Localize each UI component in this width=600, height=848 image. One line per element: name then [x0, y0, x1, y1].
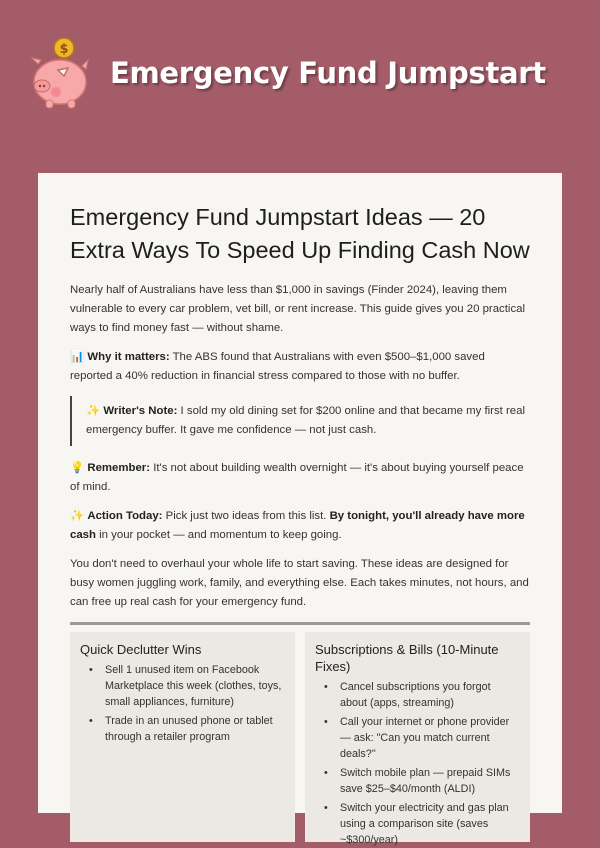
- piggy-bank-logo-icon: [28, 36, 90, 110]
- site-header: [28, 36, 546, 110]
- site-title: Emergency Fund Jumpstart: [110, 56, 546, 90]
- remember-tip: 💡 Remember: It's not about building wealth overnight — it's about buying yourself peace of mind.: [70, 462, 524, 493]
- article-title: Emergency Fund Jumpstart Ideas — 20 Extra Ways To Speed Up Finding Cash Now: [70, 204, 530, 263]
- lightbulb-icon: 💡: [70, 462, 85, 474]
- intro-paragraph: Nearly half of Australians have less than $1,000 in savings (Finder 2024), leaving them vulnerable to every car problem, vet bill, or rent increase. This guide gives you 20 practical ways to find money fast — without shame.: [70, 284, 526, 334]
- list-item: • Switch your electricity and gas plan using a comparison site (saves ~$300/year): [315, 800, 520, 848]
- chart-icon: 📊: [70, 351, 85, 363]
- subscriptions-box: [305, 632, 530, 846]
- writers-note-quote: ✨ Writer's Note: I sold my old dining set for $200 online and that became my first real emergency buffer. It gave me confidence — not just cash.: [70, 396, 530, 446]
- list-item: • Cancel subscriptions you forgot about (apps, streaming): [315, 679, 520, 711]
- box-title: Quick Declutter Wins: [80, 642, 202, 657]
- divider: [70, 622, 530, 625]
- list-item: • Trade in an unused phone or tablet through a retailer program: [80, 713, 285, 745]
- declutter-box: [70, 632, 295, 842]
- outro-paragraph: You don't need to overhaul your whole life to start saving. These ideas are designed for busy women juggling work, family, and everything else. Each takes minutes, not hours, and can free up real cash for your emergency fund.: [70, 558, 529, 608]
- why-it-matters: 📊 Why it matters: The ABS found that Australians with even $500–$1,000 saved reported a 40% reduction in financial stress compared to those with no buffer.: [70, 351, 485, 382]
- svg-text:$: $: [59, 42, 69, 57]
- box-title: Subscriptions & Bills (10-Minute Fixes): [315, 642, 499, 674]
- sparkles-icon: ✨: [70, 510, 85, 522]
- list-item: • Call your internet or phone provider — ask: "Can you match current deals?": [315, 714, 520, 762]
- list-item: • Switch mobile plan — prepaid SIMs save $25–$40/month (ALDI): [315, 765, 520, 797]
- action-today: ✨ Action Today: Pick just two ideas from this list. By tonight, you'll already have more cash in your pocket — and momentum to keep going.: [70, 510, 525, 541]
- sparkles-icon: ✨: [86, 405, 101, 417]
- article-card: [38, 173, 562, 846]
- list-item: • Sell 1 unused item on Facebook Marketplace this week (clothes, toys, small appliances, furniture): [80, 662, 285, 710]
